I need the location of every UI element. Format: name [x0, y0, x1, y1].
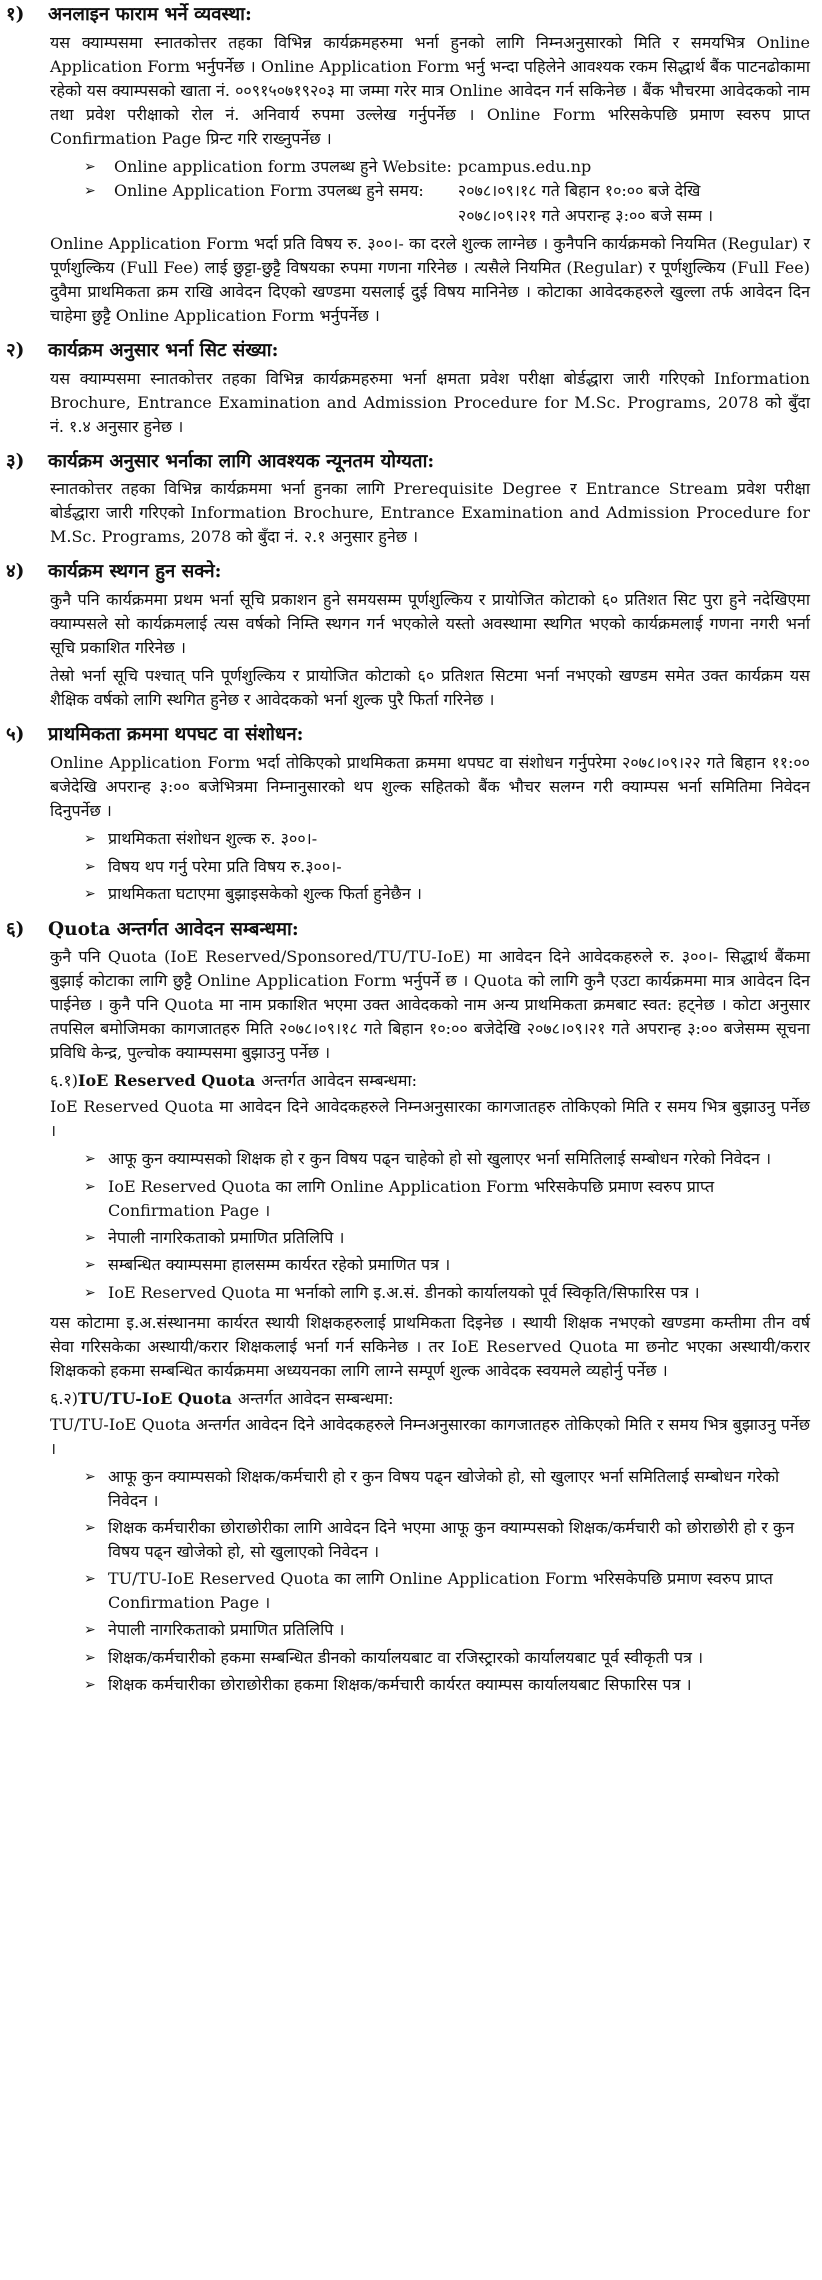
subsection-title-rest: अन्तर्गत आवेदन सम्बन्धमा:	[237, 1389, 394, 1409]
subsection-heading	[50, 1069, 810, 1093]
paragraph: यस क्याम्पसमा स्नातकोत्तर तहका विभिन्न कार्यक्रमहरुमा भर्ना क्षमता प्रवेश परीक्षा बोर्डद्धारा जारी गरिएको Information Brochure, Entrance Examination and Admission Procedure for M.Sc. Programs, 2078 को बुँदा नं. १.४ अनुसार हुनेछ ।	[50, 368, 810, 436]
list-item: ➢ IoE Reserved Quota मा भर्नाको लागि इ.अ.सं. डीनको कार्यालयको पूर्व स्विकृति/सिफारिस पत्र ।	[84, 1281, 810, 1306]
arrow-bullet-icon: ➢	[84, 1677, 96, 1694]
arrow-bullet-icon: ➢	[84, 1284, 96, 1301]
section-heading	[6, 449, 810, 476]
section-heading	[6, 2, 810, 29]
arrow-bullet-icon: ➢	[84, 1622, 96, 1639]
arrow-bullet-icon: ➢	[84, 858, 96, 875]
section-title: प्राथमिकता क्रममा थपघट वा संशोधन:	[48, 724, 304, 746]
list-item: ➢ नेपाली नागरिकताको प्रमाणित प्रतिलिपि ।	[84, 1618, 810, 1643]
section-heading	[6, 917, 810, 944]
subsection-title-bold: TU/TU-IoE Quota	[78, 1389, 232, 1409]
list-item: ➢ नेपाली नागरिकताको प्रमाणित प्रतिलिपि ।	[84, 1226, 810, 1251]
list-item: ➢ सम्बन्धित क्याम्पसमा हालसम्म कार्यरत रहेको प्रमाणित पत्र ।	[84, 1253, 810, 1278]
list-item: ➢ विषय थप गर्नु परेमा प्रति विषय रु.३००।-	[84, 855, 810, 880]
list-item: ➢ IoE Reserved Quota का लागि Online Application Form भरिसकेपछि प्रमाण स्वरुप प्राप्त Confirmation Page ।	[84, 1176, 715, 1220]
section-number: ४)	[6, 561, 25, 583]
section-heading	[6, 559, 810, 586]
list-item: ➢ आफू कुन क्याम्पसको शिक्षक हो र कुन विषय पढ्न चाहेको हो सो खुलाएर भर्ना समितिलाई सम्बोधन गरेको निवेदन ।	[84, 1147, 810, 1172]
list-item: ➢ शिक्षक कर्मचारीका छोराछोरीका हकमा शिक्षक/कर्मचारी कार्यरत क्याम्पस कार्यालयबाट सिफारिस पत्र ।	[84, 1673, 810, 1698]
section-number: २)	[6, 339, 25, 361]
list-item: ➢ प्राथमिकता घटाएमा बुझाइसकेको शुल्क फिर्ता हुनेछैन ।	[84, 882, 810, 907]
website-link[interactable]: pcampus.edu.np	[457, 156, 592, 176]
paragraph: कुनै पनि कार्यक्रममा प्रथम भर्ना सूचि प्रकाशन हुने समयसम्म पूर्णशुल्किय र प्रायोजित कोटाको ६० प्रतिशत सिट पुरा हुने नदेखिएमा क्याम्पसले सो कार्यक्रमलाई त्यस वर्षको निम्ति स्थगन गर्न भएकोले यस्तो अवस्थामा स्थगित भएको कार्यक्रमलाई गणना नगरी भर्ना सूचि प्रकाशित गरिनेछ ।	[50, 590, 810, 658]
arrow-bullet-icon: ➢	[84, 1649, 96, 1666]
arrow-bullet-icon: ➢	[84, 158, 96, 175]
list-item: ➢ शिक्षक/कर्मचारीको हकमा सम्बन्धित डीनको कार्यालयबाट वा रजिस्ट्रारको कार्यालयबाट पूर्व स्वीकृती पत्र ।	[84, 1646, 810, 1671]
paragraph: कुनै पनि Quota (IoE Reserved/Sponsored/TU/TU-IoE) मा आवेदन दिने आवेदकहरुले रु. ३००।- सिद्धार्थ बैंकमा बुझाई कोटाका लागि छुट्टै Online Application Form भर्नुपर्ने छ । Quota को लागि कुनै एउटा कार्यक्रममा मात्र आवेदन दिन पाईनेछ । कुनै पनि Quota मा नाम प्रकाशित भएमा उक्त आवेदकको नाम अन्य प्राथमिकता क्रमबाट स्वत: हट्नेछ । कोटा अनुसार तपसिल बमोजिमका कागजातहरु मिति २०७८।०९।१८ गते बिहान १०:०० बजेदेखि २०७८।०९।२१ गते अपरान्ह ३:०० बजेसम्म सूचना प्रविधि केन्द्र, पुल्चोक क्याम्पसमा बुझाउनु पर्नेछ ।	[50, 947, 810, 1063]
arrow-bullet-icon: ➢	[84, 183, 96, 200]
section-number: ५)	[6, 724, 25, 746]
section-heading	[6, 338, 810, 365]
section-title: कार्यक्रम स्थगन हुन सक्ने:	[48, 561, 222, 583]
paragraph: स्नातकोत्तर तहका विभिन्न कार्यक्रममा भर्ना हुनका लागि Prerequisite Degree र Entrance Stream प्रवेश परीक्षा बोर्डद्धारा जारी गरिएको Information Brochure, Entrance Examination and Admission Procedure for M.Sc. Programs, 2078 को बुँदा नं. २.१ अनुसार हुनेछ ।	[50, 479, 810, 547]
paragraph: यस क्याम्पसमा स्नातकोत्तर तहका विभिन्न कार्यक्रमहरुमा भर्ना हुनको लागि निम्नअनुसारको मिति र समयभित्र Online Application Form भर्नुपर्नेछ । Online Application Form भर्नु भन्दा पहिलेने आवश्यक रकम सिद्धार्थ बैंक पाटनढोकामा रहेको यस क्याम्पसको खाता नं. ००९१५०७१९२०३ मा जम्मा गरेर मात्र Online आवेदन गर्न सकिनेछ । बैंक भौचरमा आवेदकको नाम तथा प्रवेश परीक्षाको रोल नं. अनिवार्य रुपमा उल्लेख गर्नुपर्नेछ । Online Form भरिसकेपछि प्रमाण स्वरुप प्राप्त Confirmation Page प्रिन्ट गरि राख्नुपर्नेछ ।	[50, 32, 810, 148]
paragraph: तेस्रो भर्ना सूचि पश्चात् पनि पूर्णशुल्किय र प्रायोजित कोटाको ६० प्रतिशत सिटमा भर्ना नभएको खण्डम समेत उक्त कार्यक्रम यस शैक्षिक वर्षको लागि स्थगित हुनेछ र आवेदकको भर्ना शुल्क पुरै फिर्ता गरिनेछ ।	[50, 666, 810, 710]
arrow-bullet-icon: ➢	[84, 1178, 96, 1195]
paragraph: यस कोटामा इ.अ.संस्थानमा कार्यरत स्थायी शिक्षकहरुलाई प्राथमिकता दिइनेछ । स्थायी शिक्षक नभएको खण्डमा कम्तीमा तीन वर्ष सेवा गरिसकेका अस्थायी/करार शिक्षकलाई भर्ना गर्न सकिनेछ । तर IoE Reserved Quota मा छनोट भएका अस्थायी/करार शिक्षकको हकमा सम्बन्धित कार्यक्रममा अध्ययनका लागि लाग्ने सम्पूर्ण शुल्क आवेदक स्वयमले व्यहोर्नु पर्नेछ ।	[50, 1313, 810, 1381]
document-list	[50, 1465, 810, 1698]
section-quota	[6, 917, 810, 1698]
section-seat-count	[6, 338, 810, 439]
arrow-bullet-icon: ➢	[84, 1257, 96, 1274]
list-item: ➢ शिक्षक कर्मचारीका छोराछोरीका लागि आवेदन दिने भएमा आफू कुन क्याम्पसको शिक्षक/कर्मचारी को छोराछोरी हो र कुन विषय पढ्न खोजेको हो, सो खुलाएको निवेदन ।	[84, 1518, 795, 1562]
section-number: १)	[6, 4, 25, 25]
section-number: ३)	[6, 450, 25, 472]
paragraph: IoE Reserved Quota मा आवेदन दिने आवेदकहरुले निम्नअनुसारका कागजातहरु तोकिएको मिति र समय भित्र बुझाउनु पर्नेछ ।	[50, 1097, 810, 1141]
arrow-bullet-icon: ➢	[84, 1229, 96, 1246]
section-heading	[6, 722, 810, 749]
schedule-table	[84, 155, 719, 228]
paragraph: Online Application Form भर्दा तोकिएको प्राथमिकता क्रममा थपघट वा संशोधन गर्नुपरेमा २०७८।०९।२२ गते बिहान ११:०० बजेदेखि अपरान्ह ३:०० बजेभित्रमा निम्नानुसारको थप शुल्क सहितको बैंक भौचर सलग्न गरी क्याम्पस भर्ना समितिमा निवेदन दिनुपर्नेछ ।	[50, 753, 810, 821]
section-title: कार्यक्रम अनुसार भर्ना सिट संख्या:	[48, 339, 279, 361]
arrow-bullet-icon: ➢	[84, 1520, 96, 1537]
arrow-bullet-icon: ➢	[84, 1571, 96, 1588]
document-list	[50, 1147, 810, 1305]
subsection-heading	[50, 1387, 810, 1411]
section-title: कार्यक्रम अनुसार भर्नाका लागि आवश्यक न्यूनतम योग्यता:	[48, 450, 435, 472]
subsection-number: ६.२)	[50, 1389, 78, 1409]
section-number: ६)	[6, 918, 25, 940]
paragraph: TU/TU-IoE Quota अन्तर्गत आवेदन दिने आवेदकहरुले निम्नअनुसारका कागजातहरु तोकिएको मिति र समय भित्र बुझाउनु पर्नेछ ।	[50, 1415, 810, 1459]
subsection-title-bold: IoE Reserved Quota	[78, 1071, 256, 1091]
fee-list	[50, 827, 810, 907]
section-online-form	[6, 2, 810, 328]
section-title: Quota अन्तर्गत आवेदन सम्बन्धमा:	[48, 918, 299, 940]
section-title: अनलाइन फाराम भर्ने व्यवस्था:	[48, 4, 252, 25]
arrow-bullet-icon: ➢	[84, 1469, 96, 1486]
arrow-bullet-icon: ➢	[84, 1151, 96, 1168]
section-min-qualification	[6, 449, 810, 550]
section-program-postpone	[6, 559, 810, 712]
list-item: ➢ आफू कुन क्याम्पसको शिक्षक/कर्मचारी हो र कुन विषय पढ्न खोजेको हो, सो खुलाएर भर्ना समितिलाई सम्बोधन गरेको निवेदन ।	[84, 1467, 780, 1511]
arrow-bullet-icon: ➢	[84, 831, 96, 848]
subsection-title-rest: अन्तर्गत आवेदन सम्बन्धमा:	[261, 1071, 417, 1091]
time-label: Online Application Form उपलब्ध हुने समय:	[114, 181, 424, 201]
section-priority-change	[6, 722, 810, 906]
time-value-start: २०७८।०९।१८ गते बिहान १०:०० बजे देखि	[457, 181, 701, 201]
time-value-end: २०७८।०९।२१ गते अपरान्ह ३:०० बजे सम्म ।	[457, 205, 714, 225]
paragraph: Online Application Form भर्दा प्रति विषय रु. ३००।- का दरले शुल्क लाग्नेछ । कुनैपनि कार्यक्रमको नियमित (Regular) र पूर्णशुल्किय (Full Fee) लाई छुट्टा-छुट्टै विषयका रुपमा गणना गरिनेछ । त्यसैले नियमित (Regular) र पूर्णशुल्किय (Full Fee) दुवैमा प्राथमिकता क्रम राखि आवेदन दिएको खण्डमा यसलाई दुई विषय मानिनेछ । कोटाका आवेदकहरुले खुल्ला तर्फ आवेदन दिन चाहेमा छुट्टै Online Application Form भर्नुपर्नेछ ।	[50, 233, 810, 325]
website-label: Online application form उपलब्ध हुने Website:	[114, 156, 452, 176]
list-item: ➢ TU/TU-IoE Reserved Quota का लागि Online Application Form भरिसकेपछि प्रमाण स्वरुप प्राप्त Confirmation Page ।	[84, 1569, 773, 1613]
arrow-bullet-icon: ➢	[84, 886, 96, 903]
subsection-number: ६.१)	[50, 1071, 78, 1091]
list-item: ➢ प्राथमिकता संशोधन शुल्क रु. ३००।-	[84, 827, 810, 852]
